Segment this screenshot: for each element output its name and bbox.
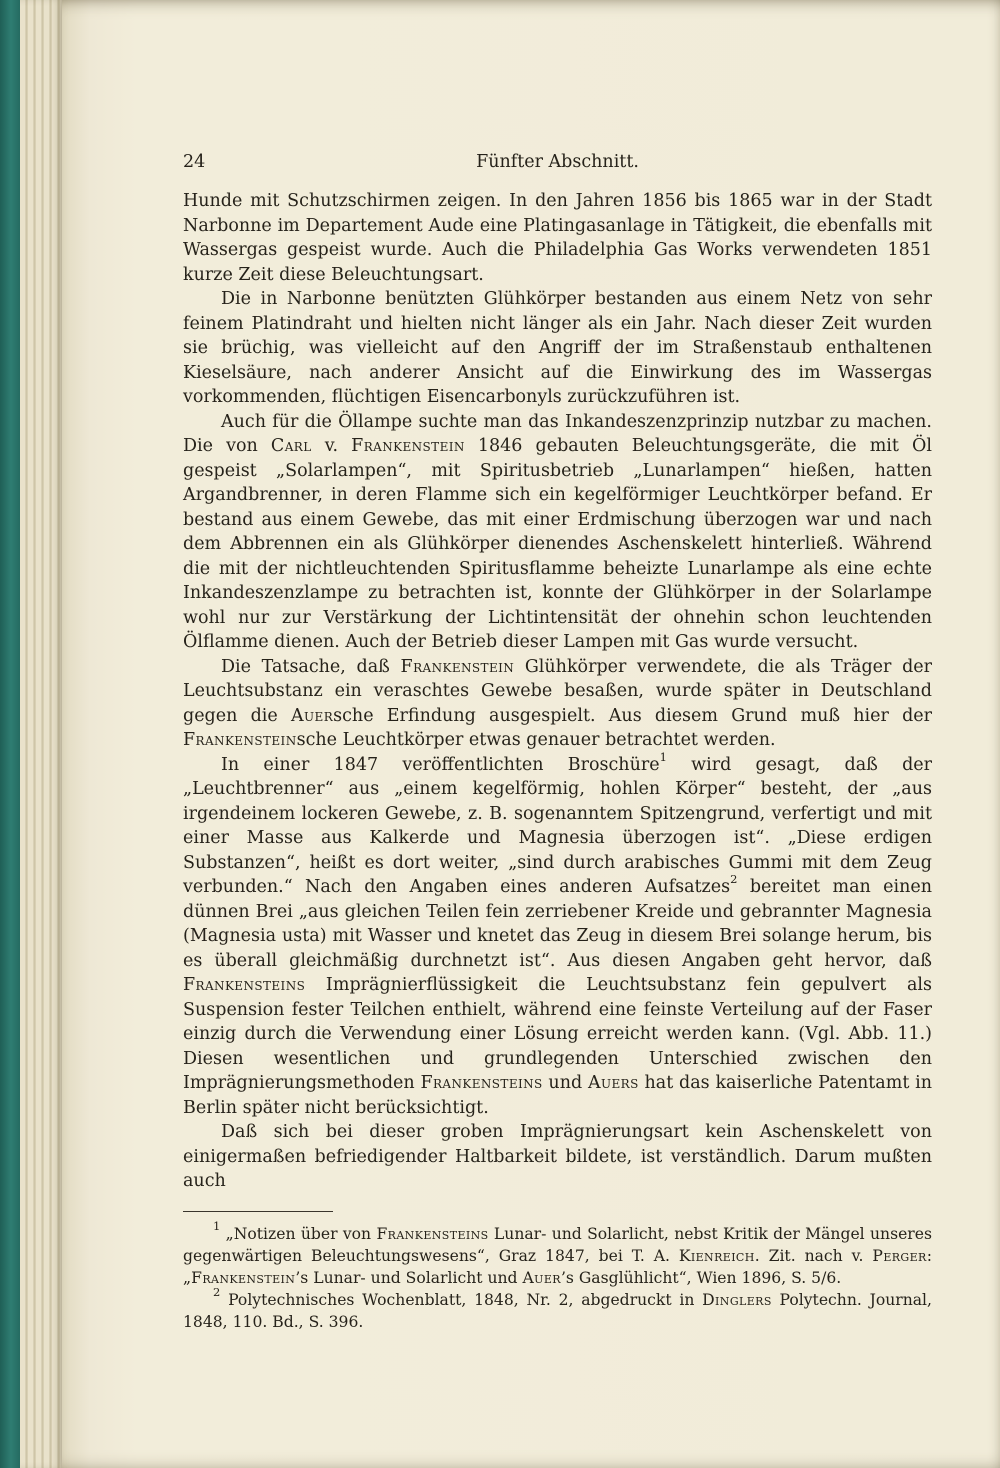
page-header (183, 150, 932, 174)
small-caps-name: Kienreich (678, 1246, 755, 1265)
small-caps-name: Auers (587, 1073, 639, 1093)
paragraph: Hunde mit Schutzschirmen zeigen. In den Jahren 1856 bis 1865 war in der Stadt Narbonne im Departement Aude eine Platingasanlage in Tätigkeit, die ebenfalls mit Wassergas gespeist wurde. Auch die Philadelphia Gas Works verwendeten 1851 kurze Zeit diese Beleuchtungsart. (183, 191, 932, 285)
book-binding-edge (0, 0, 20, 1468)
footnotes (183, 1219, 932, 1333)
footnote-separator-rule (183, 1211, 333, 1212)
footnote-ref: 1 (659, 749, 667, 764)
small-caps-name: Frankenstein (183, 730, 297, 750)
paragraph: Auch für die Öllampe suchte man das Inkandeszenzprinzip nutzbar zu machen. Die von Carl v. Frankenstein 1846 gebauten Beleuchtungsgeräte, die mit Öl gespeist „Solarlampen“, mit Spiritusbetrieb „Lunarlampen“ hießen, hatten Argandbrenner, in deren Flamme sich ein kegelförmiger Leuchtkörper befand. Er bestand aus einem Gewebe, das mit einer Erdmischung überzogen war und nach dem Abbrennen ein als Glühkörper dienendes Aschenskelett hinterließ. Während die mit der nichtleuchtenden Spiritusflamme beheizte Lunarlampe als eine echte Inkandeszenzlampe zu betrachten ist, konnte der Glühkörper in der Solarlampe wohl nur zur Verstärkung der Lichtintensität der ohnehin schon leuchtenden Ölflamme dienen. Auch der Betrieb dieser Lampen mit Gas wurde versucht. (183, 411, 932, 652)
small-caps-name: Frankenstein (351, 436, 465, 456)
small-caps-name: Frankensteins (420, 1073, 543, 1093)
small-caps-name: Frankenstein (400, 656, 515, 677)
page (62, 0, 1000, 1468)
footnote-ref: 2 (213, 1285, 221, 1300)
footnote: $^1$ „Notizen über von Frankensteins Lunar- und Solarlicht, nebst Kritik der Mängel unseres gegenwärtigen Beleuchtungswesens“, Graz 1847, bei T. A. Kienreich. Zit. nach v. Perger: „Frankenstein’s Lunar- und Solarlicht und Auer’s Gasglühlicht“, Wien 1896, S. 5/6. (183, 1219, 932, 1287)
paragraph: In einer 1847 veröffentlichten Broschüre$^1$ wird gesagt, daß der „Leuchtbrenner“ aus „einem kegelförmig, hohlen Körper“ besteht, der „aus irgendeinem lockeren Gewebe, z. B. sogenanntem Spitzengrund, verfertigt und mit einer Masse aus Kalkerde und Magnesia überzogen ist“. „Diese erdigen Substanzen“, heißt es dort weiter, „sind durch arabisches Gummi mit dem Zeug verbunden.“ Nach den Angaben eines anderen Aufsatzes$^2$ bereitet man einen dünnen Brei „aus gleichen Teilen fein zerriebener Kreide und gebrannter Magnesia (Magnesia usta) mit Wasser und knetet das Zeug in diesem Brei solange herum, bis es überall gleichmäßig durchnetzt ist“. Aus diesen Angaben geht hervor, daß Frankensteins Imprägnierflüssigkeit die Leuchtsubstanz fein gepulvert als Suspension fester Teilchen enthielt, während eine feinste Verteilung auf der Faser einzig durch die Verwendung einer Lösung erreicht werden kann. (Vgl. Abb. 11.) Diesen wesentlichen und grundlegenden Unterschied zwischen den Imprägnierungsmethoden Frankensteins und Auers hat das kaiserliche Patentamt in Berlin später nicht berücksichtigt. (183, 749, 933, 1118)
small-caps-name: Perger (872, 1246, 927, 1265)
page-number: 24 (183, 152, 206, 172)
page-content (183, 150, 932, 1333)
running-title: Fünfter Abschnitt. (476, 152, 639, 172)
body-text (183, 189, 932, 1194)
paragraph: Daß sich bei dieser groben Imprägnierungsart kein Aschenskelett von einigermaßen befriedigender Haltbarkeit bildete, ist verständlich. Darum mußten auch (183, 1122, 932, 1191)
footnote: $^2$ Polytechnisches Wochenblatt, 1848, Nr. 2, abgedruckt in Dinglers Polytechn. Journal, 1848, 110. Bd., S. 396. (183, 1285, 932, 1331)
footnote-ref: 2 (730, 872, 738, 887)
small-caps-name: Frankensteins (183, 975, 306, 995)
small-caps-name: Frankenstein (191, 1268, 296, 1287)
small-caps-name: Dinglers (702, 1290, 772, 1309)
small-caps-name: Auer (522, 1268, 561, 1287)
footnote-ref: 1 (213, 1219, 221, 1234)
paragraph: Die Tatsache, daß Frankenstein Glühkörper verwendete, die als Träger der Leuchtsubstanz ein veraschtes Gewebe besaßen, wurde später in Deutschland gegen die Auersche Erfindung ausgespielt. Aus diesem Grund muß hier der Frankensteinsche Leuchtkörper etwas genauer betrachtet werden. (183, 656, 932, 750)
small-caps-name: Frankensteins (376, 1224, 489, 1243)
small-caps-name: Auer (290, 705, 334, 726)
stacked-page-edges (20, 0, 62, 1468)
paragraph: Die in Narbonne benützten Glühkörper bestanden aus einem Netz von sehr feinem Platindraht und hielten nicht länger als ein Jahr. Nach dieser Zeit wurden sie brüchig, was vielleicht auf den Angriff der im Straßenstaub enthaltenen Kieselsäure, nach anderer Ansicht auf die Einwirkung des im Wassergas vorkommenden, flüchtigen Eisencarbonyls zurückzuführen ist. (183, 289, 932, 407)
small-caps-name: Carl (270, 436, 312, 456)
